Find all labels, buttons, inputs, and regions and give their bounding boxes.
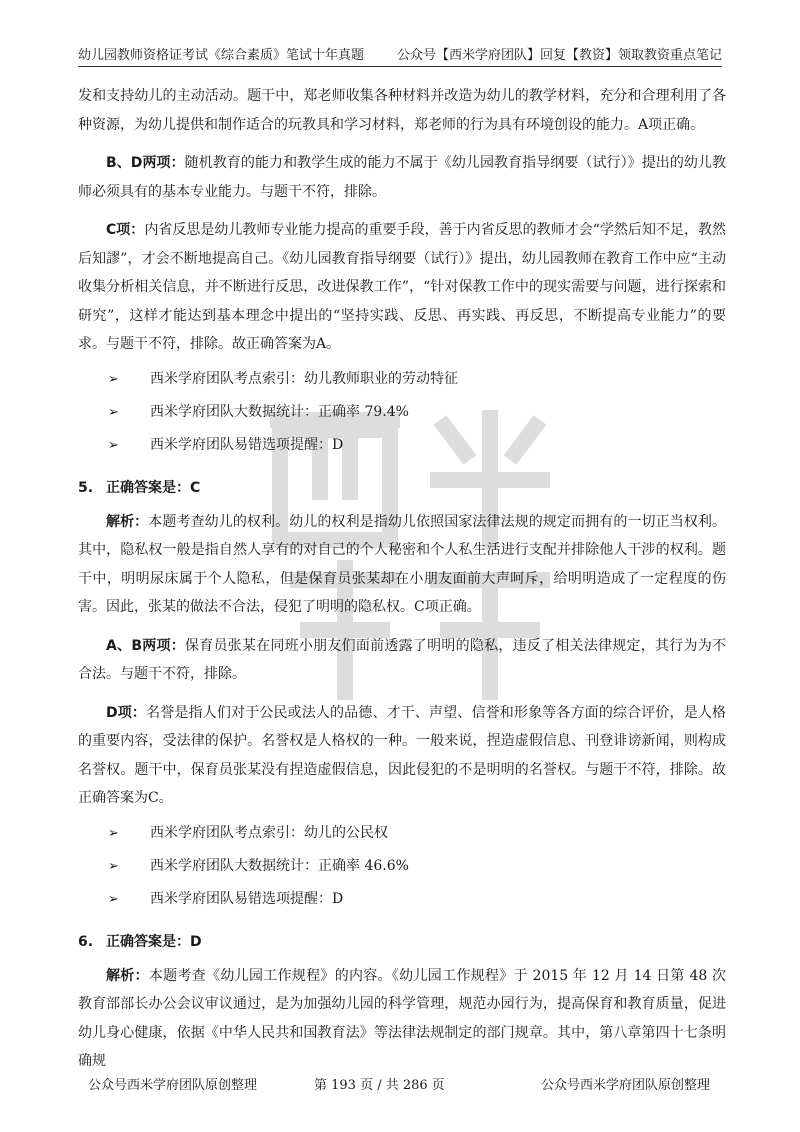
answer-title: 正确答案是：D [106,933,202,950]
question-6-heading [78,922,726,962]
page-header [78,42,722,67]
paragraph-continued: 发和支持幼儿的主动活动。题干中，郑老师收集各种材料并改造为幼儿的教学材料，充分和合理利用了各种资源，为幼儿提供和制作适合的玩教具和学习材料，郑老师的行为具有环境创设的能力。A项正确。 [78,88,726,133]
header-right-text: 公众号【西米学府团队】回复【教资】领取教资重点笔记 [396,48,722,63]
option-d-label: D项： [106,704,147,721]
list-item: ➢ 西米学府团队大数据统计：正确率 46.6% [78,850,726,883]
q5-analysis: 解析：本题考查幼儿的权利。幼儿的权利是指幼儿依照国家法律法规的规定而拥有的一切正当权利。其中，隐私权一般是指自然人享有的对自己的个人秘密和个人私生活进行支配并排除他人干涉的权利。题干中，明明尿床属于个人隐私，但是保育员张某却在小朋友面前大声呵斥，给明明造成了一定程度的伤害。因此，张某的做法不合法，侵犯了明明的隐私权。C项正确。 [78,513,726,615]
option-ab-label: A、B两项： [106,637,185,654]
list-item: ➢ 西米学府团队考点索引：幼儿的公民权 [78,817,726,850]
option-bd-text: 随机教育的能力和教学生成的能力不属于《幼儿园教育指导纲要（试行）》提出的幼儿教师必须具有的基本专业能力。与题干不符，排除。 [78,155,727,200]
list-item: ➢ 西米学府团队易错选项提醒：D [78,429,726,462]
page-number: 第 193 页 / 共 286 页 [314,1078,445,1093]
paragraph-option-c [78,216,726,359]
list-item: ➢ 西米学府团队考点索引：幼儿教师职业的劳动特征 [78,363,726,396]
answer-title: 正确答案是：C [106,479,201,496]
arrow-bullet-icon: ➢ [108,825,119,841]
list-item: ➢ 西米学府团队大数据统计：正确率 79.4% [78,396,726,429]
q6-analysis: 解析：本题考查《幼儿园工作规程》的内容。《幼儿园工作规程》于 2015 年 12 月 14 日第 48 次教育部部长办公会议审议通过，是为加强幼儿园的科学管理，规范办园行为，提高保育和教育质量，促进幼儿身心健康，依据《中华人民共和国教育法》等法律法规制定的部门规章。其中，第八章第四十七条明确规 [78,967,727,1069]
option-bd-label: B、D两项： [106,155,185,171]
arrow-bullet-icon: ➢ [108,371,119,387]
page-footer [78,1074,722,1098]
header-left-text: 幼儿园教师资格证考试《综合素质》笔试十年真题 [78,48,365,63]
question-number: 6. [78,933,94,950]
paragraph-option-bd [78,149,726,206]
option-c-label: C项： [106,222,145,238]
arrow-bullet-icon: ➢ [108,891,119,907]
arrow-bullet-icon: ➢ [108,858,119,874]
q5-option-d: D项：名誉是指人们对于公民或法人的品德、才干、声望、信誉和形象等各方面的综合评价，是人格的重要内容，受法律的保护。名誉权是人格权的一种。一般来说，捏造虚假信息、刊登诽谤新闻，则构成名誉权。题干中，保育员张某没有捏造虚假信息，因此侵犯的不是明明的名誉权。与题干不符，排除。故正确答案为C。 [78,704,727,806]
q5-option-ab: A、B两项：保育员张某在同班小朋友们面前透露了明明的隐私，违反了相关法律规定，其行为为不合法。与题干不符，排除。 [78,637,726,682]
analysis-label: 解析： [106,967,149,984]
arrow-bullet-icon: ➢ [108,437,119,453]
list-item: ➢ 西米学府团队易错选项提醒：D [78,883,726,916]
arrow-bullet-icon: ➢ [108,404,119,420]
footer-left-text: 公众号西米学府团队原创整理 [88,1078,258,1093]
question-number: 5. [78,479,94,496]
document-body [78,82,726,1076]
footer-right-text: 公众号西米学府团队原创整理 [540,1078,710,1093]
option-c-text: 内省反思是幼儿教师专业能力提高的重要手段，善于内省反思的教师才会“学然后知不足，教然后知謬”，才会不断地提高自己。《幼儿园教育指导纲要（试行）》提出，幼儿园教师在教育工作中应“主动收集分析相关信息，并不断进行反思，改进保教工作”，“针对保教工作中的现实需要与问题，进行探索和研究”，这样才能达到基本理念中提出的“坚持实践、反思、再实践、再反思，不断提高专业能力”的要求。与题干不符，排除。故正确答案为A。 [78,222,727,352]
analysis-label: 解析： [106,513,149,530]
question-5-heading [78,468,726,508]
